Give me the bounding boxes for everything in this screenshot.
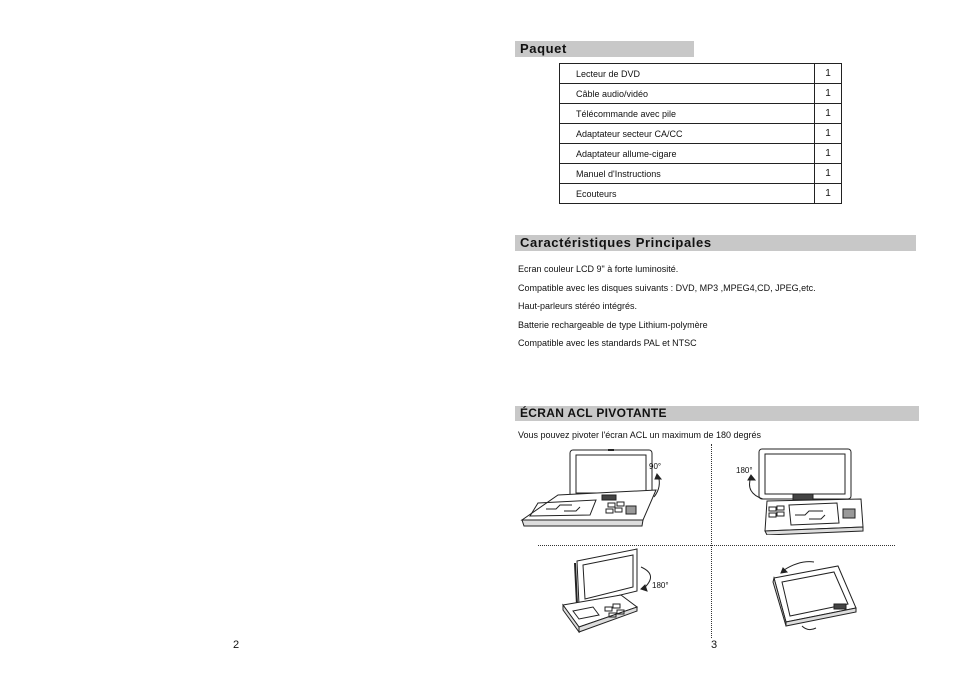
feature-item: Ecran couleur LCD 9" à forte luminosité. <box>518 264 679 274</box>
dvd-player-swivel-illustration <box>555 547 675 633</box>
feature-item: Compatible avec les disques suivants : DVD, MP3 ,MPEG4,CD, JPEG,etc. <box>518 283 816 293</box>
swivel-section-header <box>515 406 919 421</box>
table-row <box>560 164 842 184</box>
item-qty: 1 <box>815 144 842 164</box>
item-name: Manuel d'Instructions <box>560 164 815 184</box>
item-qty: 1 <box>815 84 842 104</box>
item-name: Télécommande avec pile <box>560 104 815 124</box>
item-name: Ecouteurs <box>560 184 815 204</box>
feature-item: Haut-parleurs stéréo intégrés. <box>518 301 638 311</box>
dvd-player-open-illustration <box>518 443 668 535</box>
item-qty: 1 <box>815 124 842 144</box>
item-qty: 1 <box>815 184 842 204</box>
item-name: Câble audio/vidéo <box>560 84 815 104</box>
table-row <box>560 64 842 84</box>
item-qty: 1 <box>815 64 842 84</box>
package-table <box>559 63 842 204</box>
swivel-title: ÉCRAN ACL PIVOTANTE <box>520 406 667 420</box>
features-section-header <box>515 235 916 251</box>
page-number-left: 2 <box>233 639 240 651</box>
dvd-player-tablet-illustration <box>762 556 862 636</box>
angle-label-180-bottom: 180° <box>652 581 669 590</box>
grid-divider-vertical <box>711 444 712 638</box>
grid-divider-horizontal <box>538 545 895 546</box>
table-row <box>560 84 842 104</box>
page-number-right: 3 <box>711 639 718 651</box>
angle-label-180-top: 180° <box>736 466 753 475</box>
table-row <box>560 104 842 124</box>
table-row <box>560 144 842 164</box>
features-title: Caractéristiques Principales <box>520 235 712 250</box>
feature-item: Compatible avec les standards PAL et NTSC <box>518 338 697 348</box>
feature-item: Batterie rechargeable de type Lithium-polymère <box>518 320 708 330</box>
swivel-intro: Vous pouvez pivoter l'écran ACL un maximum de 180 degrés <box>518 430 762 440</box>
table-row <box>560 124 842 144</box>
angle-label-90: 90° <box>649 462 662 471</box>
item-name: Adaptateur secteur CA/CC <box>560 124 815 144</box>
package-section-header <box>515 41 694 57</box>
item-name: Lecteur de DVD <box>560 64 815 84</box>
dvd-player-rotated-illustration <box>733 443 883 535</box>
item-qty: 1 <box>815 164 842 184</box>
item-name: Adaptateur allume-cigare <box>560 144 815 164</box>
item-qty: 1 <box>815 104 842 124</box>
package-title: Paquet <box>520 41 567 56</box>
table-row <box>560 184 842 204</box>
